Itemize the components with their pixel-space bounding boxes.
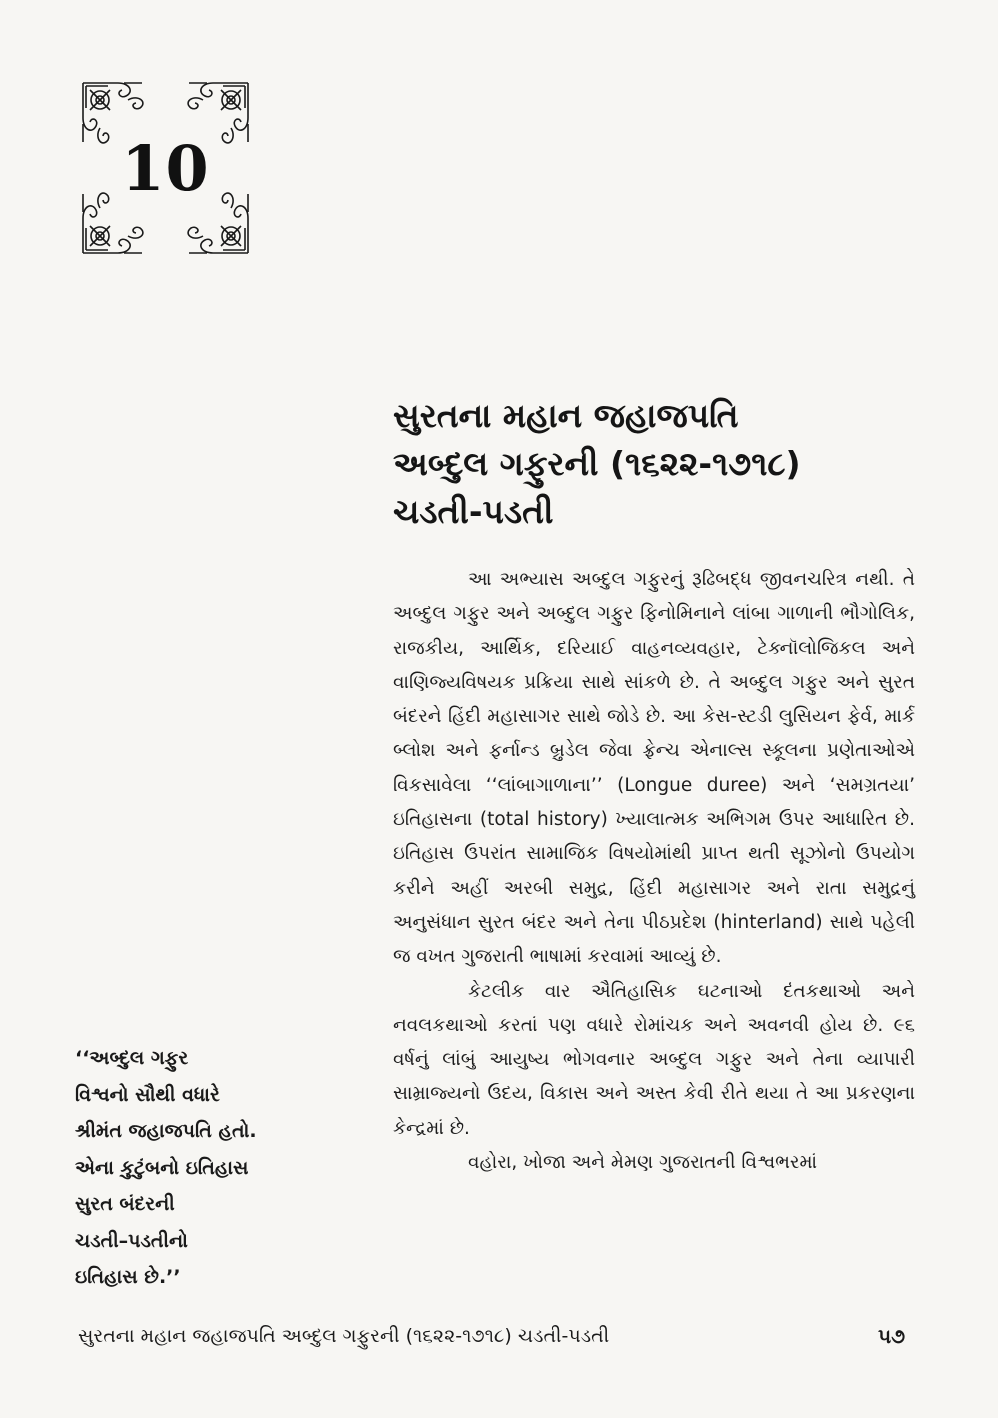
pull-quote-line: શ્રીમંત જહાજપતિ હતો. <box>75 1120 257 1142</box>
pull-quote-line: એના કુટુંબનો ઇતિહાસ <box>75 1156 249 1179</box>
chapter-title-line-2: અબ્દુલ ગફુરની (૧૬૨૨-૧૭૧૮) <box>393 444 801 483</box>
pull-quote-line: ઇતિહાસ છે.’’ <box>75 1266 181 1288</box>
pull-quote-line: સુરત બંદરની <box>75 1193 175 1215</box>
body-paragraph-2: કેટલીક વાર ઐતિહાસિક ઘટનાઓ દંતકથાઓ અને નવલકથાઓ કરતાં પણ વધારે રોમાંચક અને અવનવી હોય છે. ૯૬ વર્ષનું લાંબું આયુષ્ય ભોગવનાર અબ્દુલ ગફુર અને તેના વ્યાપારી સામ્રાજ્યનો ઉદય, વિકાસ અને અસ્ત કેવી રીતે થયા તે આ પ્રકરણના કેન્દ્રમાં છે. <box>393 980 915 1139</box>
chapter-title-line-3: ચડતી-પડતી <box>393 492 554 531</box>
page-number: ૫૭ <box>878 1324 906 1348</box>
body-paragraph-3: વહોરા, ખોજા અને મેમણ ગુજરાતની વિશ્વભરમાં <box>468 1152 818 1174</box>
chapter-number: 10 <box>121 131 210 205</box>
chapter-title <box>393 392 913 536</box>
footer-running-title: સુરતના મહાન જહાજપતિ અબ્દુલ ગફુરની (૧૬૨૨-૧૭૧૮) ચડતી-પડતી <box>78 1325 610 1347</box>
chapter-title-line-1: સુરતના મહાન જહાજપતિ <box>393 396 739 435</box>
body-text <box>393 563 915 1180</box>
pull-quote-line: ચડતી–પડતીનો <box>75 1229 188 1252</box>
body-paragraph-1: આ અભ્યાસ અબ્દુલ ગફુરનું રૂઢિબદ્ધ જીવનચરિત્ર નથી. તે અબ્દુલ ગફુર અને અબ્દુલ ગફુર ફિનોમિનાને લાંબા ગાળાની ભૌગોલિક, રાજકીય, આર્થિક, દરિયાઈ વાહનવ્યવહાર, ટેક્નૉલોજિકલ અને વાણિજ્યવિષયક પ્રક્રિયા સાથે સાંકળે છે. તે અબ્દુલ ગફુર અને સુરત બંદરને હિંદી મહાસાગર સાથે જોડે છે. આ કેસ-સ્ટડી લુસિયન ફેર્વ, માર્ક બ્લોશ અને ફર્નાન્ડ બ્રુડેલ જેવા ફ્રેન્ચ એનાલ્સ સ્કૂલના પ્રણેતાઓએ વિકસાવેલા ‘‘લાંબાગાળાના’’ (Longue duree) અને ‘સમગ્રતયા’ ઇતિહાસના (total history) ખ્યાલાત્મક અભિગમ ઉપર આધારિત છે. ઇતિહાસ ઉપરાંત સામાજિક વિષયોમાંથી પ્રાપ્ત થતી સૂઝોનો ઉપયોગ કરીને અહીં અરબી સમુદ્ર, હિંદી મહાસાગર અને રાતા સમુદ્રનું અનુસંધાન સુરત બંદર અને તેના પીઠપ્રદેશ (hinterland) સાથે પહેલી જ વખત ગુજરાતી ભાષામાં કરવામાં આવ્યું છે. <box>393 569 915 968</box>
chapter-ornament-frame <box>78 78 253 258</box>
pull-quote-line: વિશ્વનો સૌથી વધારે <box>75 1083 220 1106</box>
pull-quote-line: ‘‘અબ્દુલ ગફુર <box>75 1047 189 1069</box>
pull-quote <box>75 1040 325 1296</box>
